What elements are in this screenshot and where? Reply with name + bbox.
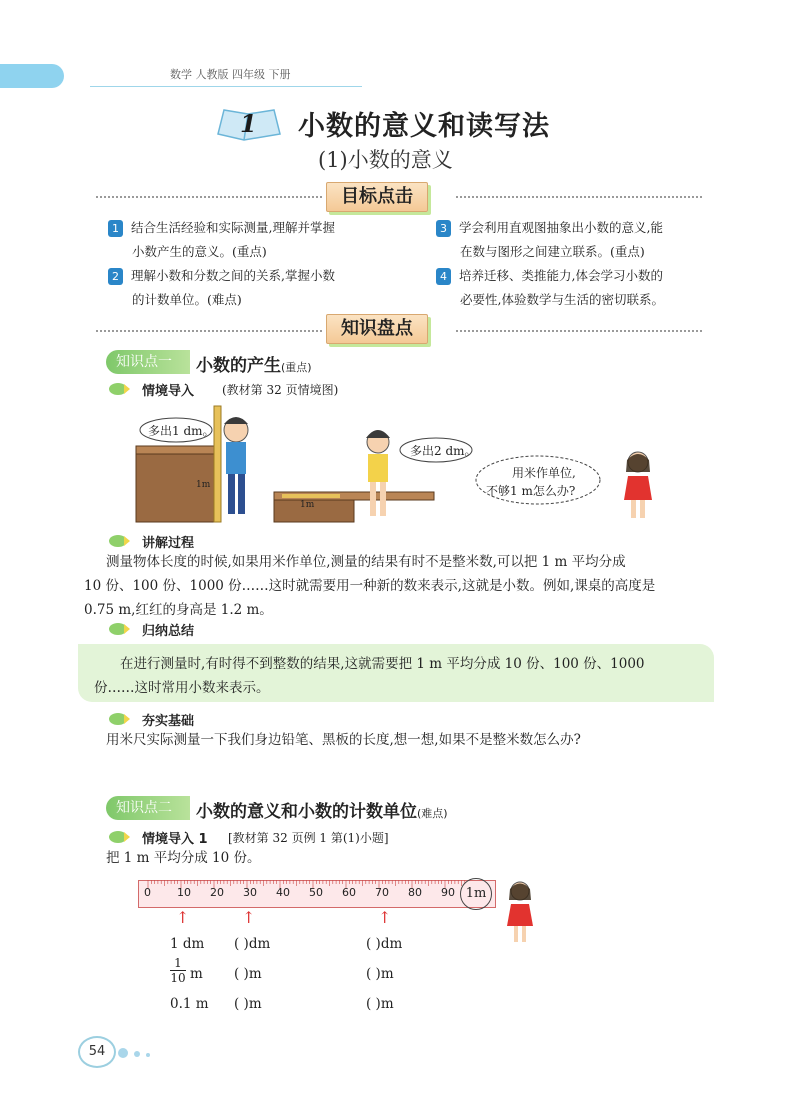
row3-label: 0.1 m [170,996,209,1012]
arrow-up-icon: ↑ [242,908,256,927]
goal-item-3: 3 学会利用直观图抽象出小数的意义,能 在数与图形之间建立联系。(重点) [436,216,718,264]
goal-item-1: 1 结合生活经验和实际测量,理解并掌握 小数产生的意义。(重点) [108,216,390,264]
ruler-tick-label: 90 [441,886,455,899]
row1-blank-2: ( )dm [366,936,403,952]
page-number: 54 [78,1036,116,1068]
header-text: 数学 人教版 四年级 下册 [170,68,291,81]
row2-unit: m [190,966,203,982]
row3-blank-1: ( )m [234,996,262,1012]
goal-number: 1 [108,220,123,237]
header-rule [90,86,362,87]
divider-left [96,196,322,198]
kp2-tag: 知识点二 [106,796,190,820]
knowledge-ribbon: 知识盘点 [326,314,428,344]
row3-blank-2: ( )m [366,996,394,1012]
row1-blank-1: ( )dm [234,936,271,952]
ruler-tick-label: 0 [144,886,151,899]
book-icon [214,104,284,144]
ruler-tick-label: 10 [177,886,191,899]
page-subtitle: (1)小数的意义 [318,148,453,172]
label-1m-b: 1m [300,500,315,510]
divider-left-2 [96,330,322,332]
kp1-intro-ref: (教材第 32 页情境图) [222,383,339,397]
row1-label: 1 dm [170,936,205,952]
header-tab [0,64,64,88]
kp1-explain-text: 测量物体长度的时候,如果用米作单位,测量的结果有时不是整米数,可以把 1 m 平均分成 10 份、100 份、1000 份……这时就需要用一种新的数来表示,这就是小数。例如,课桌的高度是 0.75 m,红红的身高是 1.2 m。 [84,554,656,618]
pencil-icon [108,712,130,726]
goal-item-4: 4 培养迁移、类推能力,体会学习小数的 必要性,体验数学与生活的密切联系。 [436,264,718,312]
ruler-tick-label: 20 [210,886,224,899]
kp1-practice-text: 用米尺实际测量一下我们身边铅笔、黑板的长度,想一想,如果不是整米数怎么办? [106,732,581,748]
thought-line-1: 用米作单位, [512,466,576,480]
ruler-tick-label: 30 [243,886,257,899]
row2-blank-2: ( )m [366,966,394,982]
divider-right [456,196,702,198]
kp1-practice-label: 夯实基础 [142,714,195,729]
pencil-icon [108,622,130,636]
pencil-icon [108,534,130,548]
divider-right-2 [456,330,702,332]
label-1m-a: 1m [196,480,211,490]
kp2-title: 小数的意义和小数的计数单位(难点) [196,802,448,822]
pencil-icon [108,830,130,844]
ruler-tick-label: 50 [309,886,323,899]
bubble-1-text: 多出1 dm。 [148,424,215,438]
dot-decoration [118,1048,128,1058]
kp1-title: 小数的产生(重点) [196,356,312,376]
dot-decoration [146,1053,150,1057]
ruler-end-label: 1m [460,878,492,910]
kp2-task: 把 1 m 平均分成 10 份。 [106,850,261,866]
row2-fraction: 1 10 [170,956,186,985]
kp2-intro-ref: [教材第 32 页例 1 第(1)小题] [228,831,389,845]
dot-decoration [134,1051,140,1057]
kp1-explain-label: 讲解过程 [142,536,195,551]
goal-number: 4 [436,268,451,285]
ruler-labels [138,886,494,900]
goal-item-2: 2 理解小数和分数之间的关系,掌握小数 的计数单位。(难点) [108,264,390,312]
title-number: 1 [240,109,257,138]
arrow-up-icon: ↑ [176,908,190,927]
ruler-tick-label: 40 [276,886,290,899]
thought-line-2: 不够1 m怎么办? [486,484,576,498]
kp1-summary-text: 在进行测量时,有时得不到整数的结果,这就需要把 1 m 平均分成 10 份、100 份、1000 份……这时常用小数来表示。 [94,656,645,696]
goals-ribbon: 目标点击 [326,182,428,212]
ruler-tick-label: 70 [375,886,389,899]
ruler-tick-label: 80 [408,886,422,899]
arrow-up-icon: ↑ [378,908,392,927]
kp1-intro-label: 情境导入 [142,384,195,399]
pencil-icon [108,382,130,396]
girl-illustration-2 [504,880,536,946]
goal-number: 3 [436,220,451,237]
kp1-tag: 知识点一 [106,350,190,374]
kp2-intro-label: 情境导入 1 [142,832,208,847]
row2-blank-1: ( )m [234,966,262,982]
goal-number: 2 [108,268,123,285]
girl-illustration [620,450,656,522]
kp1-summary-label: 归纳总结 [142,624,195,639]
ruler-tick-label: 60 [342,886,356,899]
page-title: 小数的意义和读写法 [298,111,550,142]
bubble-2-text: 多出2 dm。 [410,444,477,458]
